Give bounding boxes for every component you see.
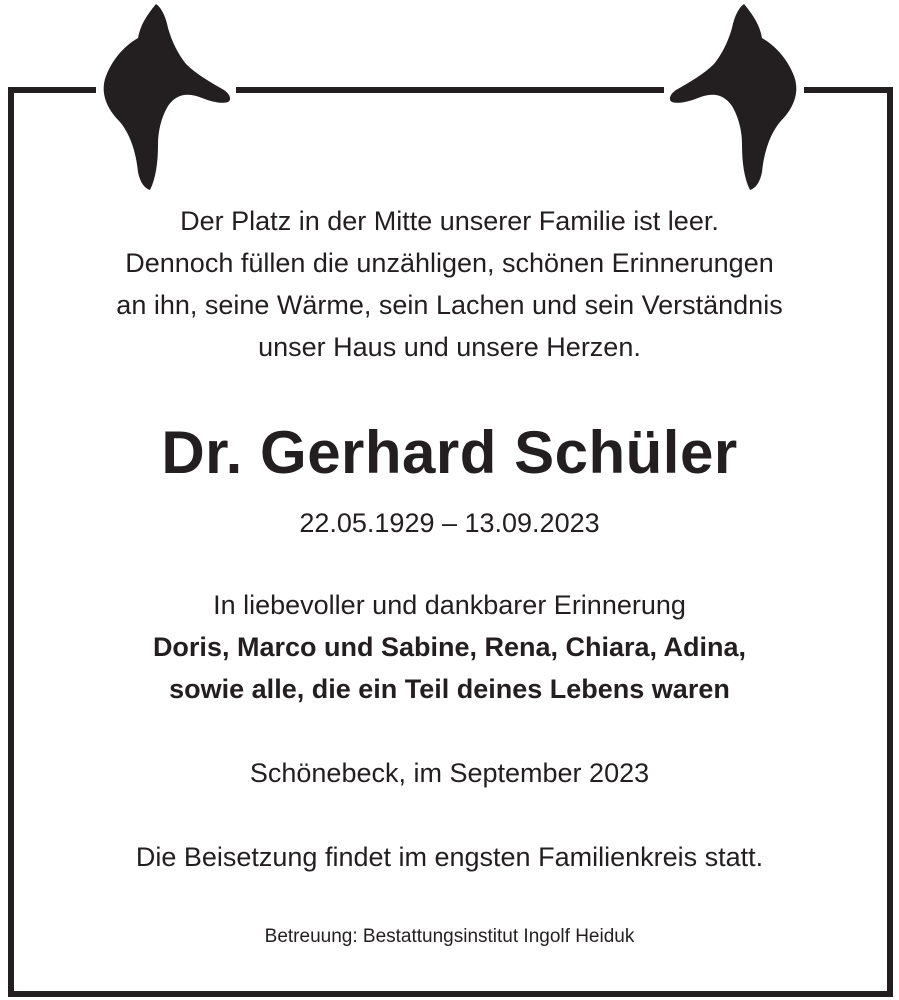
place-and-date: Schönebeck, im September 2023 bbox=[249, 758, 650, 788]
intro-line-3: an ihn, seine Wärme, sein Lachen und sein Verständnis bbox=[116, 290, 783, 320]
intro-line-1: Der Platz in der Mitte unserer Familie ist leer. bbox=[180, 206, 719, 236]
dog-head-left-icon bbox=[96, 2, 236, 192]
intro-text bbox=[0, 200, 899, 368]
memory-line: In liebevoller und dankbarer Erinnerung bbox=[213, 590, 686, 620]
intro-line-2: Dennoch füllen die unzähligen, schönen Erinnerungen bbox=[125, 248, 774, 278]
life-dates: 22.05.1929 – 13.09.2023 bbox=[299, 508, 600, 538]
dog-head-right-icon bbox=[664, 2, 804, 192]
family-names-line-2: sowie alle, die ein Teil deines Lebens waren bbox=[169, 674, 730, 704]
intro-line-4: unser Haus und unsere Herzen. bbox=[258, 332, 641, 362]
family-names-line-1: Doris, Marco und Sabine, Rena, Chiara, Adina, bbox=[152, 632, 747, 662]
funeral-home-note: Betreuung: Bestattungsinstitut Ingolf Heiduk bbox=[264, 926, 635, 947]
deceased-name: Dr. Gerhard Schüler bbox=[161, 419, 738, 486]
burial-note: Die Beisetzung findet im engsten Familienkreis statt. bbox=[135, 842, 764, 872]
